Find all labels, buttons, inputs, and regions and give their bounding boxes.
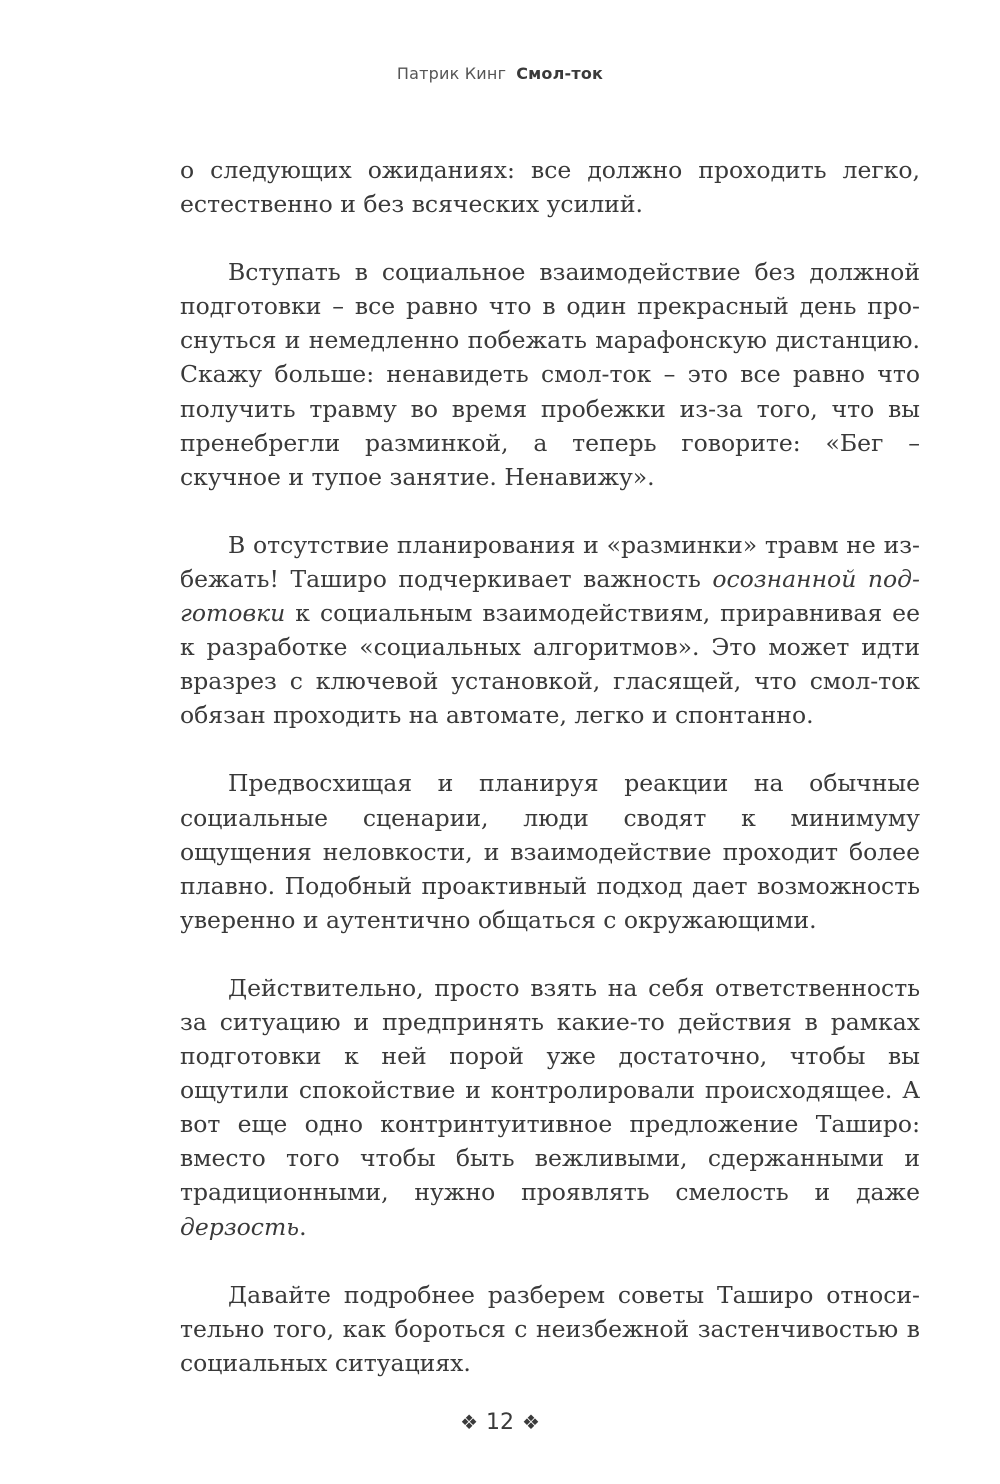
ornament-left-icon: ❖ — [460, 1410, 478, 1434]
paragraph-3-text-after: к социальным взаимодействиям, приравнивая ее к разработке «социальных алгоритмов». Это может идти вразрез с ключевой установкой, гласящей, что смол-ток обязан проходить на автомате, легко и спонтанно. — [180, 599, 920, 730]
paragraph-2: Вступать в социальное взаимодействие без должной подготовки – все равно что в один прекрасный день проснуться и немедленно побежать марафонскую дистанцию. Скажу больше: ненавидеть смол-ток – это все равно что получить травму во время пробежки из-за того, что вы пренебрегли разминкой, а теперь говорите: «Бег – скучное и тупое занятие. Ненавижу». — [180, 258, 920, 491]
paragraph-4: Предвосхищая и планируя реакции на обычные социальные сценарии, люди сводят к минимуму ощущения неловкости, и взаимодействие проходит более плавно. Подобный проактивный подход дает возможность уверенно и аутентично общаться с окружающими. — [180, 769, 920, 934]
paragraph-6: Давайте подробнее разберем советы Таширо относительно того, как бороться с неизбежной застенчивостью в социальных ситуациях. — [180, 1280, 920, 1377]
page-footer — [0, 1410, 1000, 1435]
paragraph-3-emphasis: осознанной подготовки — [180, 564, 920, 628]
paragraph-5 — [180, 971, 920, 1244]
paragraph-3 — [180, 528, 920, 733]
header-author: Патрик Кинг — [396, 64, 507, 83]
header-book-title: Смол-ток — [516, 64, 604, 83]
paragraph-3-text-before: В отсутствие планирования и «разминки» травм не избежать! Таширо подчеркивает важность — [180, 530, 920, 593]
paragraph-5-text-after: . — [299, 1212, 307, 1241]
paragraph-5-emphasis: дерзость — [180, 1212, 300, 1241]
running-head — [0, 64, 1000, 83]
page-number: 12 — [486, 1410, 514, 1435]
paragraph-5-text-before: Действительно, просто взять на себя ответственность за ситуацию и предпринять какие-то действия в рамках подготовки к ней порой уже достаточно, чтобы вы ощутили спокойствие и контролировали происходящее. А вот еще одно контринтуитивное предложение Таширо: вместо того чтобы быть вежливыми, сдержанными и традиционными, нужно проявлять смелость и даже — [180, 973, 920, 1207]
ornament-right-icon: ❖ — [522, 1410, 540, 1434]
body-text — [180, 153, 920, 1414]
paragraph-1: о следующих ожиданиях: все должно проходить легко, естественно и без всяческих усилий. — [180, 156, 920, 219]
